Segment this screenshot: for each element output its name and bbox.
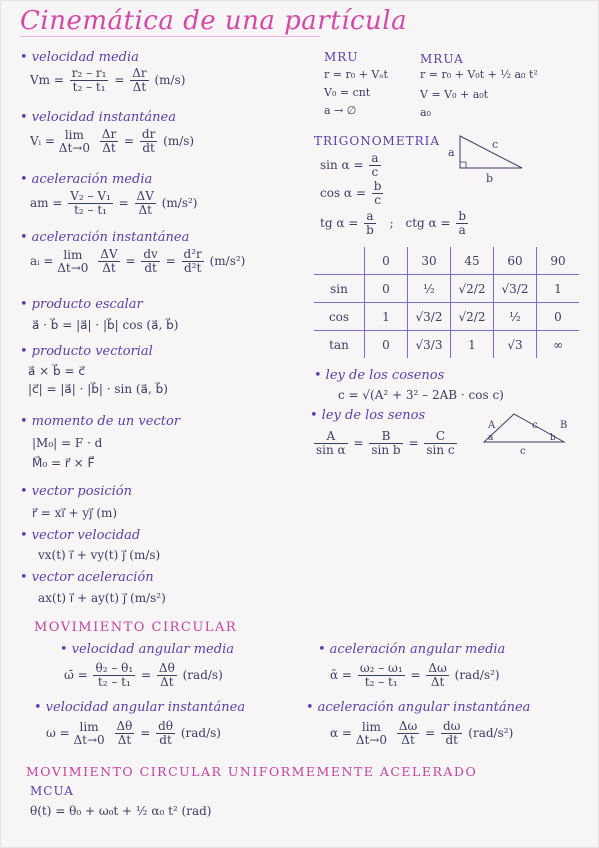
title-underline [20, 36, 320, 37]
trig-table-cell: 0 [365, 331, 408, 359]
trig-table-row-label: tan [314, 331, 365, 359]
formula-producto-vectorial-1: a⃗ × b⃗ = c⃗ [28, 364, 85, 378]
label-B: B [560, 420, 568, 431]
trig-table-row [314, 331, 579, 359]
heading-aceleracion-angular-media: • aceleración angular media [318, 642, 506, 657]
formula-aceleracion-angular-instantanea: α = lim Δt→0 $\frac{\Delta\omega}{\Delta t}$ = $\frac{d\omega}{dt}$ (rad/s²) [330, 719, 514, 747]
mrua-line-3: a₀ [420, 106, 431, 119]
trig-table [314, 247, 579, 358]
heading-trigonometria: TRIGONOMETRIA [314, 134, 441, 148]
formula-aceleracion-media: am = $\frac{\text{V₂ – V₁}}{\text{t₂ – t₁}}$ = $\frac{\Delta V}{\Delta t}$ (m/s²) [30, 189, 198, 217]
label-b: b [486, 172, 494, 184]
formula-vector-aceleracion: ax(t) i⃗ + ay(t) j⃗ (m/s²) [38, 591, 166, 605]
heading-ley-senos: • ley de los senos [310, 408, 426, 423]
trig-table-row-label: cos [314, 303, 365, 331]
mrua-line-1: r = r₀ + V₀t + ½ a₀ t² [420, 68, 538, 81]
trig-table-cell: ½ [494, 303, 537, 331]
trig-table-cell: √2/2 [451, 275, 494, 303]
trig-table-cell: ½ [408, 275, 451, 303]
formula-ley-cosenos: c = √(A² + 3² – 2AB · cos c) [338, 388, 504, 402]
trig-table-cell: √3 [494, 331, 537, 359]
trig-table-cell: 1 [451, 331, 494, 359]
formula-vector-posicion: r⃗ = xi⃗ + yj⃗ (m) [32, 506, 118, 520]
heading-mcua: MCUA [30, 784, 74, 798]
heading-velocidad-media: • velocidad media [20, 50, 139, 65]
trig-table-cell: 1 [537, 275, 580, 303]
formula-velocidad-angular-instantanea: ω = lim Δt→0 $\frac{\Delta\theta}{\Delta t}$ = $\frac{d\theta}{dt}$ (rad/s) [46, 719, 221, 747]
trig-table-header-cell: 60 [494, 247, 537, 275]
formula-sin: sin α = $\frac{a}{c}$ [320, 151, 379, 179]
heading-aceleracion-media: • aceleración media [20, 172, 153, 187]
heading-producto-escalar: • producto escalar [20, 297, 143, 312]
formula-aceleracion-angular-media: ᾱ = $\frac{\text{ω₂ – ω₁}}{\text{t₂ – t₁}}$ = $\frac{\Delta\omega}{\Delta t}$ (rad/s²) [330, 661, 500, 689]
heading-vector-aceleracion: • vector aceleración [20, 570, 154, 585]
formula-aceleracion-instantanea: aᵢ = lim Δt→0 $\frac{\Delta V}{\Delta t}$ = $\frac{dv}{dt}$ = $\frac{\text{d²r}}{\text{d²t}}$ (m/s²) [30, 247, 246, 275]
label-a: a [448, 146, 455, 159]
heading-mru: MRU [324, 50, 359, 64]
right-angle-mark [460, 162, 466, 168]
trig-table-row [314, 303, 579, 331]
formula-momento-2: M⃗₀ = r⃗ × F⃗ [32, 456, 95, 470]
trig-table-cell: √3/2 [494, 275, 537, 303]
mru-line-1: r = r₀ + Vₒt [324, 68, 388, 81]
mru-line-3: a → ∅ [324, 104, 357, 117]
right-triangle-diagram [440, 128, 530, 184]
trig-table-row [314, 275, 579, 303]
trig-table-row-label: sin [314, 275, 365, 303]
heading-velocidad-angular-media: • velocidad angular media [60, 642, 234, 657]
formula-tg-ctg: tg α = $\frac{a}{b}$ ; ctg α = $\frac{b}{a}$ [320, 209, 467, 237]
label-angle-a: a [488, 433, 494, 443]
trig-table-header-cell: 90 [537, 247, 580, 275]
heading-momento-vector: • momento de un vector [20, 414, 181, 429]
trig-table-header-cell [314, 247, 365, 275]
trig-table-cell: 0 [365, 275, 408, 303]
formula-velocidad-instantanea: Vᵢ = lim Δt→0 $\frac{\Delta r}{\Delta t}$ = $\frac{dr}{dt}$ (m/s) [30, 127, 195, 155]
heading-velocidad-instantanea: • velocidad instantánea [20, 110, 176, 125]
oblique-triangle-diagram [474, 408, 574, 456]
label-angle-b: b [550, 433, 556, 443]
trig-table-cell: √2/2 [451, 303, 494, 331]
formula-cos: cos α = $\frac{b}{c}$ [320, 179, 382, 207]
heading-aceleracion-angular-instantanea: • aceleración angular instantánea [306, 700, 531, 715]
heading-velocidad-angular-instantanea: • velocidad angular instantánea [34, 700, 246, 715]
formula-vector-velocidad: vx(t) i⃗ + vy(t) j⃗ (m/s) [38, 548, 161, 562]
trig-table-header-cell: 30 [408, 247, 451, 275]
trig-table-cell: √3/3 [408, 331, 451, 359]
formula-ley-senos: $\frac{A}{\text{sin α}}$ = $\frac{B}{\text{sin b}}$ = $\frac{C}{\text{sin c}}$ [316, 429, 455, 457]
label-A: A [488, 420, 496, 431]
formula-velocidad-media: Vm = $\frac{\text{r₂ – r₁}}{\text{t₂ – t₁}}$ = $\frac{\Delta r}{\Delta t}$ (m/s) [30, 66, 186, 94]
trig-table-header-cell: 0 [365, 247, 408, 275]
heading-vector-velocidad: • vector velocidad [20, 528, 141, 543]
page-title: Cinemática de una partícula [20, 6, 408, 36]
trig-table-cell: 0 [537, 303, 580, 331]
heading-mrua: MRUA [420, 52, 464, 66]
heading-movimiento-circular: MOVIMIENTO CIRCULAR [34, 620, 238, 635]
heading-ley-cosenos: • ley de los cosenos [314, 368, 445, 383]
heading-mcua-full: MOVIMIENTO CIRCULAR UNIFORMEMENTE ACELERADO [26, 764, 478, 779]
formula-producto-escalar: a⃗ · b⃗ = |a⃗| · |b⃗| cos (a⃗, b⃗) [32, 318, 179, 332]
trig-table-cell: 1 [365, 303, 408, 331]
mrua-line-2: V = V₀ + a₀t [420, 88, 489, 101]
label-c-bottom: c [520, 446, 526, 456]
formula-producto-vectorial-2: |c⃗| = |a⃗| · |b⃗| · sin (a⃗, b⃗) [28, 382, 168, 396]
formula-momento-1: |M₀| = F · d [32, 436, 103, 450]
right-triangle-shape [460, 136, 522, 168]
label-c: c [492, 138, 499, 151]
trig-table-header [314, 247, 579, 275]
trig-table-header-cell: 45 [451, 247, 494, 275]
trig-table-cell: √3/2 [408, 303, 451, 331]
heading-vector-posicion: • vector posición [20, 484, 133, 499]
formula-mcua: θ(t) = θ₀ + ω₀t + ½ α₀ t² (rad) [30, 804, 212, 818]
heading-aceleracion-instantanea: • aceleración instantánea [20, 230, 190, 245]
label-c-top: c [532, 420, 538, 431]
trig-table-cell: ∞ [537, 331, 580, 359]
formula-velocidad-angular-media: ω̄ = $\frac{\text{θ₂ – θ₁}}{\text{t₂ – t₁}}$ = $\frac{\Delta\theta}{\Delta t}$ (rad/s) [64, 661, 223, 689]
mru-line-2: V₀ = cnt [324, 86, 371, 99]
heading-producto-vectorial: • producto vectorial [20, 344, 153, 359]
